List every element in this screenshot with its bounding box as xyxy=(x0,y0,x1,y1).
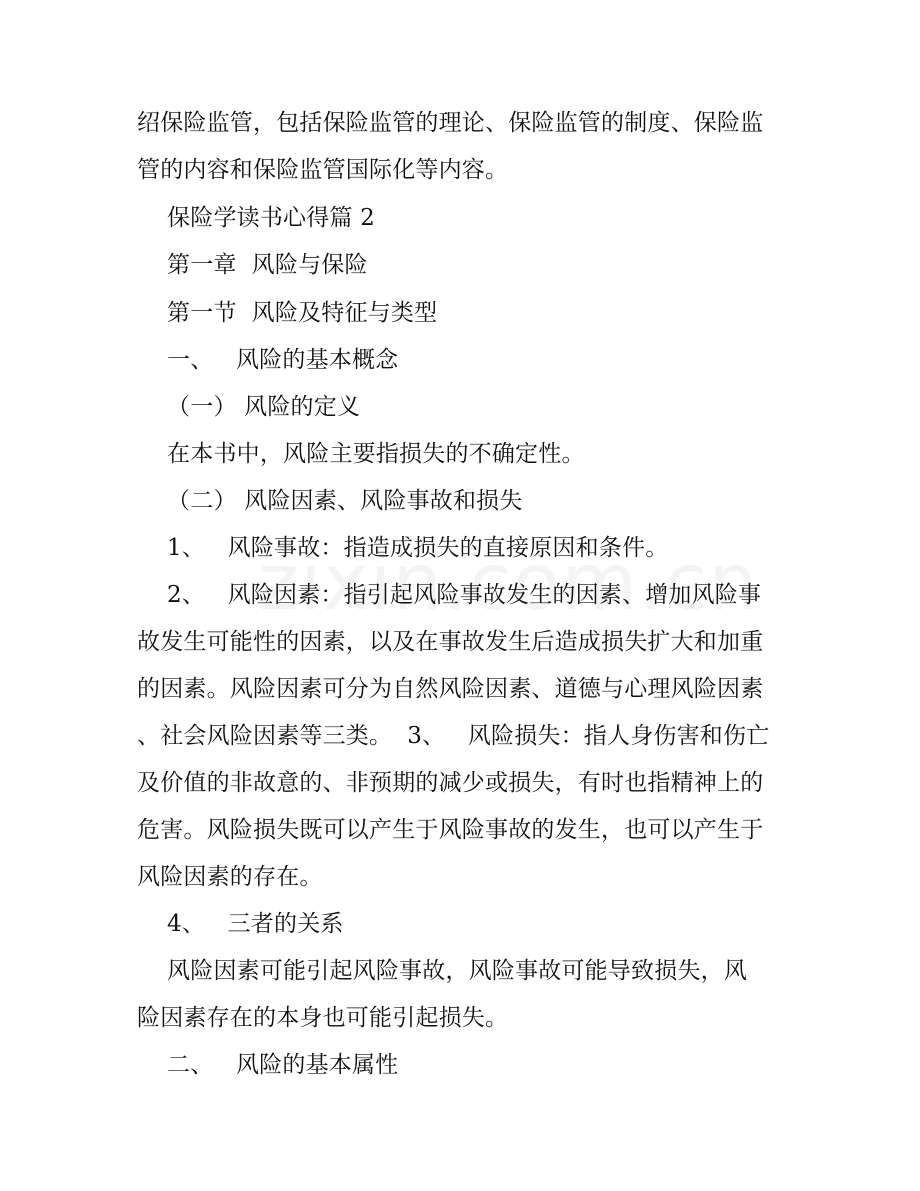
text-line: 风险因素的存在。 xyxy=(137,864,323,890)
text-line: 险因素存在的本身也可能引起损失。 xyxy=(137,1005,509,1031)
section-title: 保险学读书心得篇 2 xyxy=(137,205,375,231)
text-line: 及价值的非故意的、非预期的减少或损失，有时也指精神上的 xyxy=(137,770,764,796)
chapter-heading: 第一章 风险与保险 xyxy=(137,252,368,278)
list-item: 1、 风险事故：指造成损失的直接原因和条件。 xyxy=(137,535,669,561)
section-heading: 第一节 风险及特征与类型 xyxy=(137,300,438,326)
text-line: 、社会风险因素等三类。 3、 风险损失：指人身伤害和伤亡 xyxy=(137,723,770,749)
text-line: 绍保险监管，包括保险监管的理论、保险监管的制度、保险监 xyxy=(137,110,764,136)
text-line: 的因素。风险因素可分为自然风险因素、道德与心理风险因素 xyxy=(137,676,764,702)
text-line: 危害。风险损失既可以产生于风险事故的发生，也可以产生于 xyxy=(137,817,764,843)
subsection-heading: （二） 风险因素、风险事故和损失 xyxy=(137,488,523,514)
list-item: 4、 三者的关系 xyxy=(137,911,344,937)
watermark xyxy=(258,538,758,628)
text-line: 风险因素可能引起风险事故，风险事故可能导致损失，风 xyxy=(137,958,748,984)
list-item: 2、 风险因素：指引起风险事故发生的因素、增加风险事 xyxy=(137,582,762,608)
text-line: 管的内容和保险监管国际化等内容。 xyxy=(137,157,509,183)
text-line: 在本书中，风险主要指损失的不确定性。 xyxy=(137,441,585,467)
text-line: 故发生可能性的因素，以及在事故发生后造成损失扩大和加重 xyxy=(137,629,764,655)
subsection-heading: 二、 风险的基本属性 xyxy=(137,1052,399,1078)
subsection-heading: 一、 风险的基本概念 xyxy=(137,347,399,373)
subsection-heading: （一） 风险的定义 xyxy=(137,394,361,420)
